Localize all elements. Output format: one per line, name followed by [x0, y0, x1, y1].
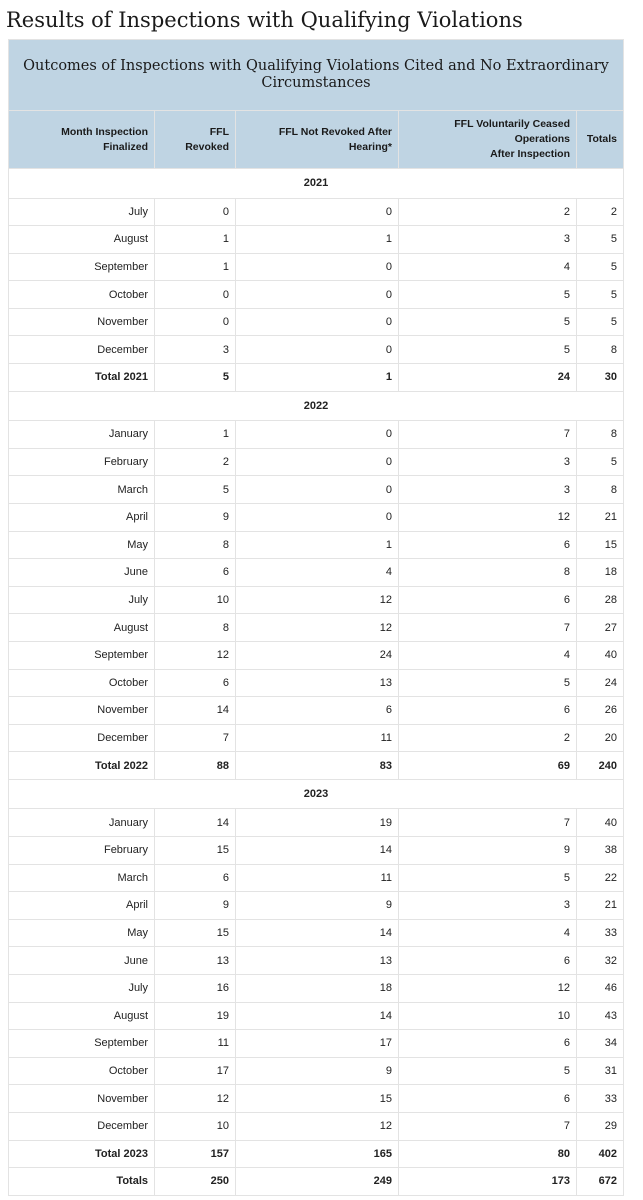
table-row [9, 226, 624, 254]
not-revoked-cell: 17 [236, 1030, 399, 1058]
ceased-cell: 2 [399, 724, 577, 752]
revoked-cell: 0 [155, 308, 236, 336]
ceased-cell: 5 [399, 308, 577, 336]
not-revoked-cell: 11 [236, 864, 399, 892]
month-cell: December [9, 336, 155, 364]
month-cell: September [9, 641, 155, 669]
grand-total-row [9, 1168, 624, 1196]
revoked-cell: 9 [155, 892, 236, 920]
ceased-cell: 5 [399, 1057, 577, 1085]
table-caption: Outcomes of Inspections with Qualifying Violations Cited and No Extraordinary Circumstances [9, 40, 624, 111]
totals-cell: 5 [577, 253, 624, 281]
year-total-row [9, 1140, 624, 1168]
totals-cell: 20 [577, 724, 624, 752]
ceased-cell: 7 [399, 1112, 577, 1140]
column-header-line: Finalized [103, 140, 148, 153]
table-row [9, 559, 624, 587]
table-row [9, 919, 624, 947]
not-revoked-cell: 13 [236, 947, 399, 975]
table-row [9, 586, 624, 614]
month-cell: August [9, 1002, 155, 1030]
table-row [9, 836, 624, 864]
ceased-cell: 6 [399, 947, 577, 975]
revoked-cell: 15 [155, 836, 236, 864]
not-revoked-cell: 0 [236, 308, 399, 336]
table-row [9, 724, 624, 752]
totals-cell: 31 [577, 1057, 624, 1085]
month-cell: July [9, 586, 155, 614]
revoked-cell: 1 [155, 421, 236, 449]
revoked-cell: 88 [155, 752, 236, 780]
totals-cell: 5 [577, 308, 624, 336]
not-revoked-cell: 6 [236, 697, 399, 725]
year-total-row [9, 752, 624, 780]
revoked-cell: 6 [155, 559, 236, 587]
table-row [9, 308, 624, 336]
totals-cell: 40 [577, 641, 624, 669]
revoked-cell: 250 [155, 1168, 236, 1196]
revoked-cell: 11 [155, 1030, 236, 1058]
table-row [9, 614, 624, 642]
not-revoked-cell: 14 [236, 836, 399, 864]
month-cell: January [9, 421, 155, 449]
column-header-row [9, 111, 624, 169]
month-cell: Totals [9, 1168, 155, 1196]
totals-cell: 5 [577, 281, 624, 309]
year-total-row [9, 364, 624, 392]
table-row [9, 641, 624, 669]
revoked-cell: 1 [155, 253, 236, 281]
not-revoked-cell: 1 [236, 364, 399, 392]
column-header-line: FFL Voluntarily Ceased [454, 118, 570, 130]
not-revoked-cell: 0 [236, 281, 399, 309]
month-cell: August [9, 226, 155, 254]
revoked-cell: 157 [155, 1140, 236, 1168]
table-row [9, 697, 624, 725]
ceased-cell: 3 [399, 476, 577, 504]
revoked-cell: 0 [155, 281, 236, 309]
table-row [9, 1085, 624, 1113]
ceased-cell: 6 [399, 586, 577, 614]
not-revoked-cell: 1 [236, 226, 399, 254]
totals-cell: 33 [577, 1085, 624, 1113]
ceased-cell: 6 [399, 1030, 577, 1058]
table-row [9, 1030, 624, 1058]
month-cell: September [9, 1030, 155, 1058]
table-body [9, 169, 624, 1196]
revoked-cell: 12 [155, 641, 236, 669]
column-header-line: Revoked [185, 140, 229, 153]
table-row [9, 253, 624, 281]
month-cell: September [9, 253, 155, 281]
column-header-revoked [155, 111, 236, 169]
not-revoked-cell: 14 [236, 919, 399, 947]
not-revoked-cell: 12 [236, 586, 399, 614]
totals-cell: 28 [577, 586, 624, 614]
month-cell: Total 2022 [9, 752, 155, 780]
revoked-cell: 8 [155, 531, 236, 559]
month-cell: April [9, 503, 155, 531]
not-revoked-cell: 13 [236, 669, 399, 697]
column-header-ceased [399, 111, 577, 169]
not-revoked-cell: 165 [236, 1140, 399, 1168]
year-label: 2023 [9, 779, 624, 809]
table-row [9, 531, 624, 559]
not-revoked-cell: 14 [236, 1002, 399, 1030]
not-revoked-cell: 0 [236, 253, 399, 281]
totals-cell: 38 [577, 836, 624, 864]
totals-cell: 43 [577, 1002, 624, 1030]
not-revoked-cell: 4 [236, 559, 399, 587]
ceased-cell: 7 [399, 421, 577, 449]
table-row [9, 669, 624, 697]
totals-cell: 22 [577, 864, 624, 892]
revoked-cell: 6 [155, 669, 236, 697]
month-cell: May [9, 919, 155, 947]
not-revoked-cell: 0 [236, 336, 399, 364]
year-row [9, 169, 624, 199]
revoked-cell: 14 [155, 697, 236, 725]
column-header-line: FFL [209, 125, 229, 138]
ceased-cell: 10 [399, 1002, 577, 1030]
revoked-cell: 5 [155, 364, 236, 392]
column-header-month [9, 111, 155, 169]
year-label: 2022 [9, 391, 624, 421]
totals-cell: 2 [577, 198, 624, 226]
revoked-cell: 14 [155, 809, 236, 837]
ceased-cell: 3 [399, 892, 577, 920]
ceased-cell: 5 [399, 669, 577, 697]
ceased-cell: 4 [399, 641, 577, 669]
not-revoked-cell: 1 [236, 531, 399, 559]
inspections-table [8, 39, 624, 1196]
ceased-cell: 3 [399, 226, 577, 254]
column-header-line: Month Inspection [61, 125, 148, 138]
revoked-cell: 15 [155, 919, 236, 947]
ceased-cell: 6 [399, 1085, 577, 1113]
ceased-cell: 80 [399, 1140, 577, 1168]
table-row [9, 974, 624, 1002]
not-revoked-cell: 9 [236, 1057, 399, 1085]
table-row [9, 198, 624, 226]
page-title: Results of Inspections with Qualifying Violations [6, 8, 523, 32]
totals-cell: 30 [577, 364, 624, 392]
revoked-cell: 16 [155, 974, 236, 1002]
revoked-cell: 1 [155, 226, 236, 254]
not-revoked-cell: 19 [236, 809, 399, 837]
not-revoked-cell: 0 [236, 421, 399, 449]
totals-cell: 8 [577, 421, 624, 449]
ceased-cell: 6 [399, 531, 577, 559]
column-header-totals [577, 111, 624, 169]
ceased-cell: 7 [399, 809, 577, 837]
revoked-cell: 7 [155, 724, 236, 752]
month-cell: June [9, 947, 155, 975]
totals-cell: 8 [577, 476, 624, 504]
totals-cell: 34 [577, 1030, 624, 1058]
month-cell: November [9, 1085, 155, 1113]
month-cell: April [9, 892, 155, 920]
month-cell: Total 2023 [9, 1140, 155, 1168]
month-cell: Total 2021 [9, 364, 155, 392]
year-row [9, 779, 624, 809]
table-row [9, 281, 624, 309]
revoked-cell: 0 [155, 198, 236, 226]
revoked-cell: 19 [155, 1002, 236, 1030]
totals-cell: 18 [577, 559, 624, 587]
totals-cell: 26 [577, 697, 624, 725]
not-revoked-cell: 18 [236, 974, 399, 1002]
revoked-cell: 17 [155, 1057, 236, 1085]
not-revoked-cell: 0 [236, 448, 399, 476]
table-row [9, 1002, 624, 1030]
totals-cell: 15 [577, 531, 624, 559]
month-cell: May [9, 531, 155, 559]
totals-cell: 402 [577, 1140, 624, 1168]
month-cell: March [9, 476, 155, 504]
totals-cell: 21 [577, 892, 624, 920]
month-cell: March [9, 864, 155, 892]
table-row [9, 1057, 624, 1085]
month-cell: July [9, 198, 155, 226]
not-revoked-cell: 0 [236, 476, 399, 504]
revoked-cell: 12 [155, 1085, 236, 1113]
table-row [9, 503, 624, 531]
not-revoked-cell: 9 [236, 892, 399, 920]
not-revoked-cell: 0 [236, 198, 399, 226]
month-cell: October [9, 1057, 155, 1085]
totals-cell: 33 [577, 919, 624, 947]
revoked-cell: 10 [155, 1112, 236, 1140]
revoked-cell: 10 [155, 586, 236, 614]
ceased-cell: 2 [399, 198, 577, 226]
column-header-line: Hearing* [348, 140, 392, 153]
totals-cell: 21 [577, 503, 624, 531]
table-row [9, 947, 624, 975]
revoked-cell: 13 [155, 947, 236, 975]
ceased-cell: 12 [399, 503, 577, 531]
ceased-cell: 5 [399, 336, 577, 364]
not-revoked-cell: 249 [236, 1168, 399, 1196]
totals-cell: 672 [577, 1168, 624, 1196]
column-header-line: Operations [514, 133, 570, 145]
month-cell: December [9, 1112, 155, 1140]
year-label: 2021 [9, 169, 624, 199]
totals-cell: 46 [577, 974, 624, 1002]
year-row [9, 391, 624, 421]
revoked-cell: 8 [155, 614, 236, 642]
column-header-line: FFL Not Revoked After [278, 125, 392, 138]
totals-cell: 27 [577, 614, 624, 642]
ceased-cell: 24 [399, 364, 577, 392]
month-cell: November [9, 308, 155, 336]
table-row [9, 421, 624, 449]
ceased-cell: 4 [399, 919, 577, 947]
ceased-cell: 8 [399, 559, 577, 587]
revoked-cell: 9 [155, 503, 236, 531]
ceased-cell: 9 [399, 836, 577, 864]
not-revoked-cell: 83 [236, 752, 399, 780]
table-row [9, 809, 624, 837]
ceased-cell: 5 [399, 864, 577, 892]
table-row [9, 476, 624, 504]
revoked-cell: 5 [155, 476, 236, 504]
ceased-cell: 5 [399, 281, 577, 309]
totals-cell: 32 [577, 947, 624, 975]
not-revoked-cell: 12 [236, 614, 399, 642]
ceased-cell: 173 [399, 1168, 577, 1196]
month-cell: February [9, 448, 155, 476]
month-cell: January [9, 809, 155, 837]
month-cell: October [9, 281, 155, 309]
ceased-cell: 3 [399, 448, 577, 476]
month-cell: February [9, 836, 155, 864]
table-row [9, 448, 624, 476]
not-revoked-cell: 12 [236, 1112, 399, 1140]
month-cell: October [9, 669, 155, 697]
revoked-cell: 6 [155, 864, 236, 892]
not-revoked-cell: 15 [236, 1085, 399, 1113]
ceased-cell: 7 [399, 614, 577, 642]
ceased-cell: 4 [399, 253, 577, 281]
not-revoked-cell: 11 [236, 724, 399, 752]
totals-cell: 24 [577, 669, 624, 697]
totals-cell: 240 [577, 752, 624, 780]
revoked-cell: 2 [155, 448, 236, 476]
table-row [9, 892, 624, 920]
revoked-cell: 3 [155, 336, 236, 364]
totals-cell: 29 [577, 1112, 624, 1140]
ceased-cell: 6 [399, 697, 577, 725]
table-row [9, 864, 624, 892]
column-header-line: After Inspection [490, 148, 570, 160]
totals-cell: 8 [577, 336, 624, 364]
totals-cell: 5 [577, 226, 624, 254]
ceased-cell: 12 [399, 974, 577, 1002]
table-row [9, 1112, 624, 1140]
table-row [9, 336, 624, 364]
month-cell: November [9, 697, 155, 725]
month-cell: December [9, 724, 155, 752]
month-cell: June [9, 559, 155, 587]
month-cell: August [9, 614, 155, 642]
totals-cell: 5 [577, 448, 624, 476]
column-header-line: Totals [586, 133, 617, 145]
ceased-cell: 69 [399, 752, 577, 780]
not-revoked-cell: 24 [236, 641, 399, 669]
month-cell: July [9, 974, 155, 1002]
totals-cell: 40 [577, 809, 624, 837]
not-revoked-cell: 0 [236, 503, 399, 531]
column-header-not-revoked [236, 111, 399, 169]
